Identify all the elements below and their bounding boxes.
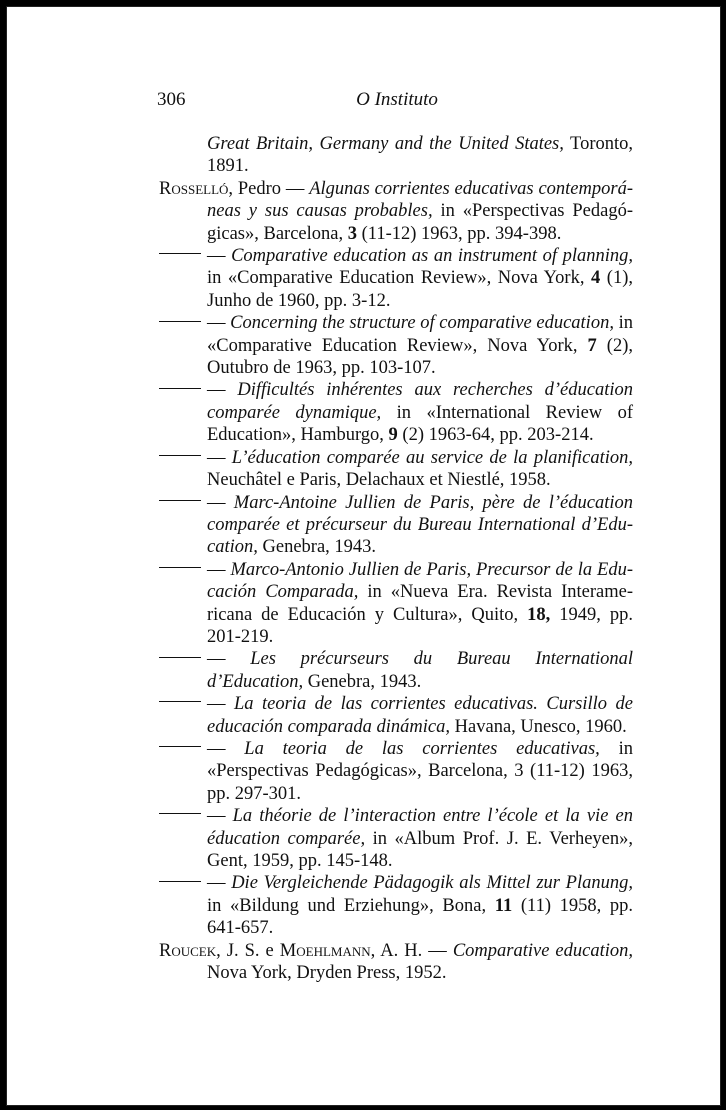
citation-text: in «Bildung und Erziehung», Bona,: [207, 895, 495, 916]
citation-text: 1949, pp. 201-219.: [207, 604, 634, 647]
bibliography-entry: [159, 693, 633, 738]
bibliography-entry: [159, 379, 633, 446]
author-name: Rosselló: [159, 178, 229, 199]
author-name: Moehlmann: [279, 940, 371, 961]
bibliography-entry: [159, 805, 633, 872]
citation-text: Havana, Unesco, 1960.: [450, 716, 627, 737]
author-name: Roucek: [159, 940, 217, 961]
citation-text: Nova York, Dryden Press, 1952.: [207, 963, 447, 984]
volume-number: 3: [347, 223, 357, 244]
work-title: La teoria de las corrientes educativas,: [244, 738, 600, 759]
author-given-name: , J. S. e: [216, 940, 280, 961]
bibliography-entry: [159, 738, 633, 805]
citation-text: —: [207, 380, 238, 401]
citation-text: Neuchâtel e Paris, Delachaux et Niestlé, 1958.: [207, 470, 551, 491]
bibliography-entry: [159, 447, 633, 492]
work-title: Comparative education as an instrument of planning,: [231, 246, 634, 267]
author-given-name: , Pedro —: [228, 178, 310, 199]
author-given-name: , A. H. —: [370, 940, 453, 961]
volume-number: 9: [388, 425, 398, 446]
work-title: Algunas corrientes educativas contemporáneas y sus causas probables,: [207, 178, 633, 222]
ditto-rule: [159, 813, 201, 814]
ditto-rule: [159, 321, 201, 322]
volume-number: 4: [591, 268, 601, 289]
work-title: Great Britain, Germany and the United States,: [207, 134, 564, 154]
bibliography-entry: [159, 559, 633, 649]
work-title: Difficultés inhérentes aux recherches d’éducation comparée dynamique,: [207, 380, 633, 423]
ditto-rule: [159, 253, 201, 254]
citation-text: (2), Outubro de 1963, pp. 103-107.: [207, 335, 633, 379]
work-title: La théorie de l’interaction entre l’école et la vie en éducation comparée,: [207, 806, 633, 849]
citation-text: —: [207, 806, 233, 827]
citation-text: —: [207, 313, 231, 334]
volume-number: 7: [587, 335, 597, 356]
citation-text: in «Perspectivas Pedagógicas», Barcelona,: [207, 201, 634, 244]
bibliography-entry: [159, 648, 633, 693]
citation-text: —: [207, 694, 234, 715]
citation-text: (1), Junho de 1960, pp. 3-12.: [207, 268, 634, 311]
citation-text: in «Comparative Education Review», Nova York,: [207, 268, 592, 289]
volume-number: 18,: [527, 604, 551, 625]
citation-text: (2) 1963-64, pp. 203-214.: [397, 425, 594, 446]
citation-text: —: [207, 447, 232, 468]
citation-text: (11) 1958, pp. 641-657.: [207, 895, 633, 939]
citation-text: —: [207, 492, 234, 513]
work-title: L’éducation comparée au service de la planification,: [231, 447, 633, 468]
citation-text: —: [207, 559, 231, 580]
ditto-rule: [159, 567, 201, 568]
book-page: [6, 6, 721, 1106]
citation-text: —: [207, 873, 232, 894]
citation-text: in «International Review of Education», Hamburgo,: [207, 402, 634, 446]
citation-text: in «Nueva Era. Revista Interamericana de Educación y Cultura», Quito,: [207, 582, 633, 625]
ditto-rule: [159, 701, 201, 702]
ditto-rule: [159, 455, 201, 456]
volume-number: 11: [494, 895, 513, 916]
ditto-rule: [159, 388, 201, 389]
citation-text: —: [207, 738, 245, 759]
ditto-rule: [159, 657, 201, 658]
ditto-rule: [159, 746, 201, 747]
bibliography-entry: [159, 872, 633, 939]
citation-text: Genebra, 1943.: [257, 537, 377, 558]
citation-text: —: [207, 246, 232, 267]
bibliography-entry: [159, 245, 633, 312]
work-title: Concerning the structure of comparative education,: [230, 313, 614, 334]
bibliography-entry: [159, 312, 633, 379]
work-title: Marc-Antoine Jullien de Paris, père de l’éducation comparée et précurseur du Bureau International d’Education,: [207, 492, 634, 558]
bibliography-entry: [159, 940, 633, 985]
citation-text: in «Perspectivas Pedagógicas», Barcelona, 3 (11-12) 1963, pp. 297-301.: [207, 738, 633, 804]
bibliography-entry: [159, 492, 633, 559]
work-title: La teoria de las corrientes educativas. Cursillo de educación comparada dinámica,: [207, 694, 633, 737]
page-number: 306: [157, 89, 186, 110]
ditto-rule: [159, 500, 201, 501]
bibliography-list: [159, 133, 633, 984]
running-title: O Instituto: [356, 89, 438, 110]
bibliography-entry: [159, 178, 633, 245]
citation-text: —: [207, 649, 251, 670]
bibliography-entry: [159, 133, 633, 178]
citation-text: in «Comparative Education Review», Nova York,: [207, 313, 633, 356]
work-title: Les précurseurs du Bureau International d’Education,: [207, 649, 633, 692]
work-title: Comparative education,: [452, 940, 634, 961]
citation-text: Toronto, 1891.: [207, 134, 633, 177]
ditto-rule: [159, 881, 201, 882]
citation-text: Genebra, 1943.: [303, 671, 422, 692]
citation-text: (11-12) 1963, pp. 394-398.: [357, 223, 562, 244]
work-title: Die Vergleichende Pädagogik als Mittel zur Planung,: [231, 873, 633, 894]
work-title: Marco-Antonio Jullien de Paris, Precursor de la Educación Comparada,: [207, 559, 633, 603]
citation-text: in «Album Prof. J. E. Verheyen», Gent, 1959, pp. 145-148.: [207, 828, 633, 871]
